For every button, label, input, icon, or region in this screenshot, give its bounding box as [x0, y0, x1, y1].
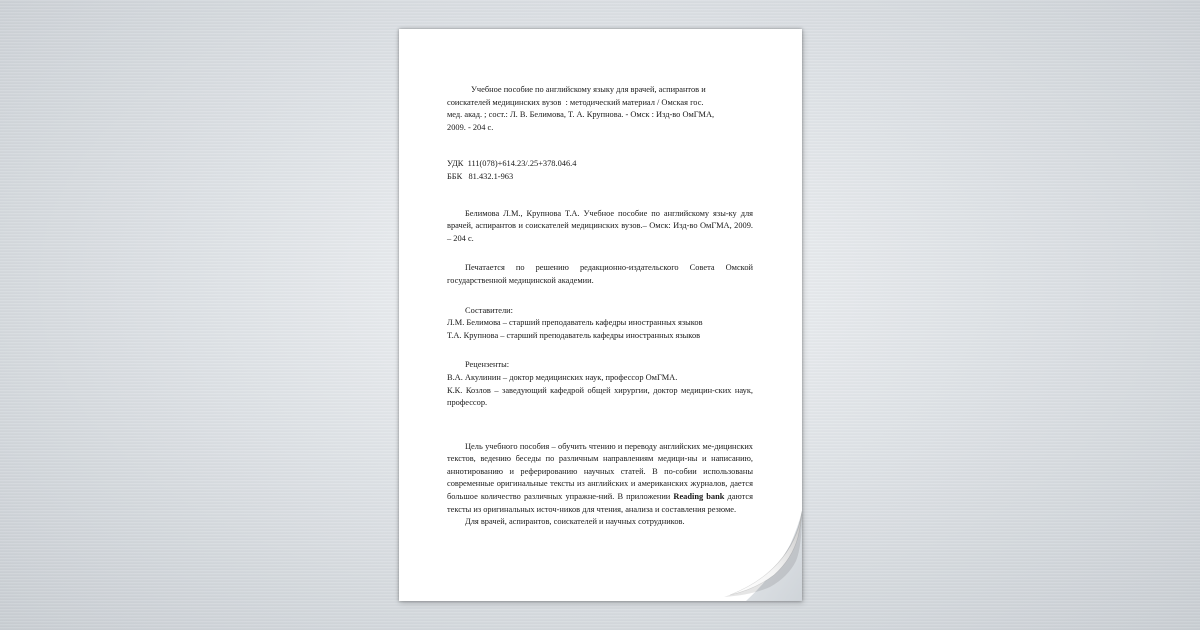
compilers-section [447, 305, 753, 343]
spacer [447, 342, 753, 359]
classification-codes [447, 158, 753, 183]
bibliographic-record [447, 84, 753, 134]
compilers-heading: Составители: [465, 305, 513, 315]
bib-line-3: мед. акад. ; сост.: Л. В. Белимова, Т. А. Крупнова. - Омск : Изд-во ОмГМА, [447, 110, 715, 120]
purpose-text-end: даются тексты из оригинальных источ-ников для чтения, анализа и составления резюме. [447, 492, 753, 514]
compiler-item: Л.М. Белимова – старший преподаватель кафедры иностранных языков [447, 318, 703, 328]
spacer [447, 134, 753, 158]
purpose-paragraph [447, 441, 753, 517]
spacer [447, 410, 753, 441]
spacer [447, 288, 753, 305]
document-page [399, 29, 802, 601]
bbk-code: ББК 81.432.1-963 [447, 171, 514, 181]
approval-paragraph: Печатается по решению редакционно-издательского Совета Омской государственной медицинской академии. [447, 263, 753, 285]
reviewers-section [447, 359, 753, 409]
page-curl-graphic [712, 483, 802, 601]
reviewers-heading: Рецензенты: [465, 360, 510, 370]
reading-bank-term: Reading bank [673, 492, 725, 502]
bib-line-4: 2009. - 204 с. [447, 122, 494, 132]
purpose-text: Цель учебного пособия – обучить чтению и переводу английских ме-дицинских текстов, ведению беседы по различным направлениям медици-ны и написанию, аннотированию и реферированию научных статей. В по-собии использованы современные оригинальные тексты из английских и американских журналов, дается большое количество различных упражне-ний. В приложении [447, 441, 753, 502]
reviewer-item: К.К. Козлов – заведующий кафедрой общей хирургии, доктор медицин-ских наук, профессор. [447, 385, 753, 408]
reviewer-item: В.А. Акулинин – доктор медицинских наук, профессор ОмГМА. [447, 372, 678, 382]
spacer [447, 245, 753, 262]
spacer [447, 184, 753, 208]
page-content [447, 84, 753, 529]
bib-line-2: соискателей медицинских вузов : методический материал / Омская гос. [447, 97, 704, 107]
compiler-item: Т.А. Крупнова – старший преподаватель кафедры иностранных языков [447, 330, 701, 340]
audience-paragraph: Для врачей, аспирантов, соискателей и научных сотрудников. [465, 517, 685, 527]
udk-code: УДК 111(078)+614.23/.25+378.046.4 [447, 159, 577, 169]
citation-paragraph: Белимова Л.М., Крупнова Т.А. Учебное пособие по английскому язы-ку для врачей, аспирантов и соискателей медицинских вузов.– Омск: Изд-во ОмГМА, 2009. – 204 с. [447, 208, 753, 243]
bib-line-1: Учебное пособие по английскому языку для врачей, аспирантов и [471, 85, 706, 94]
